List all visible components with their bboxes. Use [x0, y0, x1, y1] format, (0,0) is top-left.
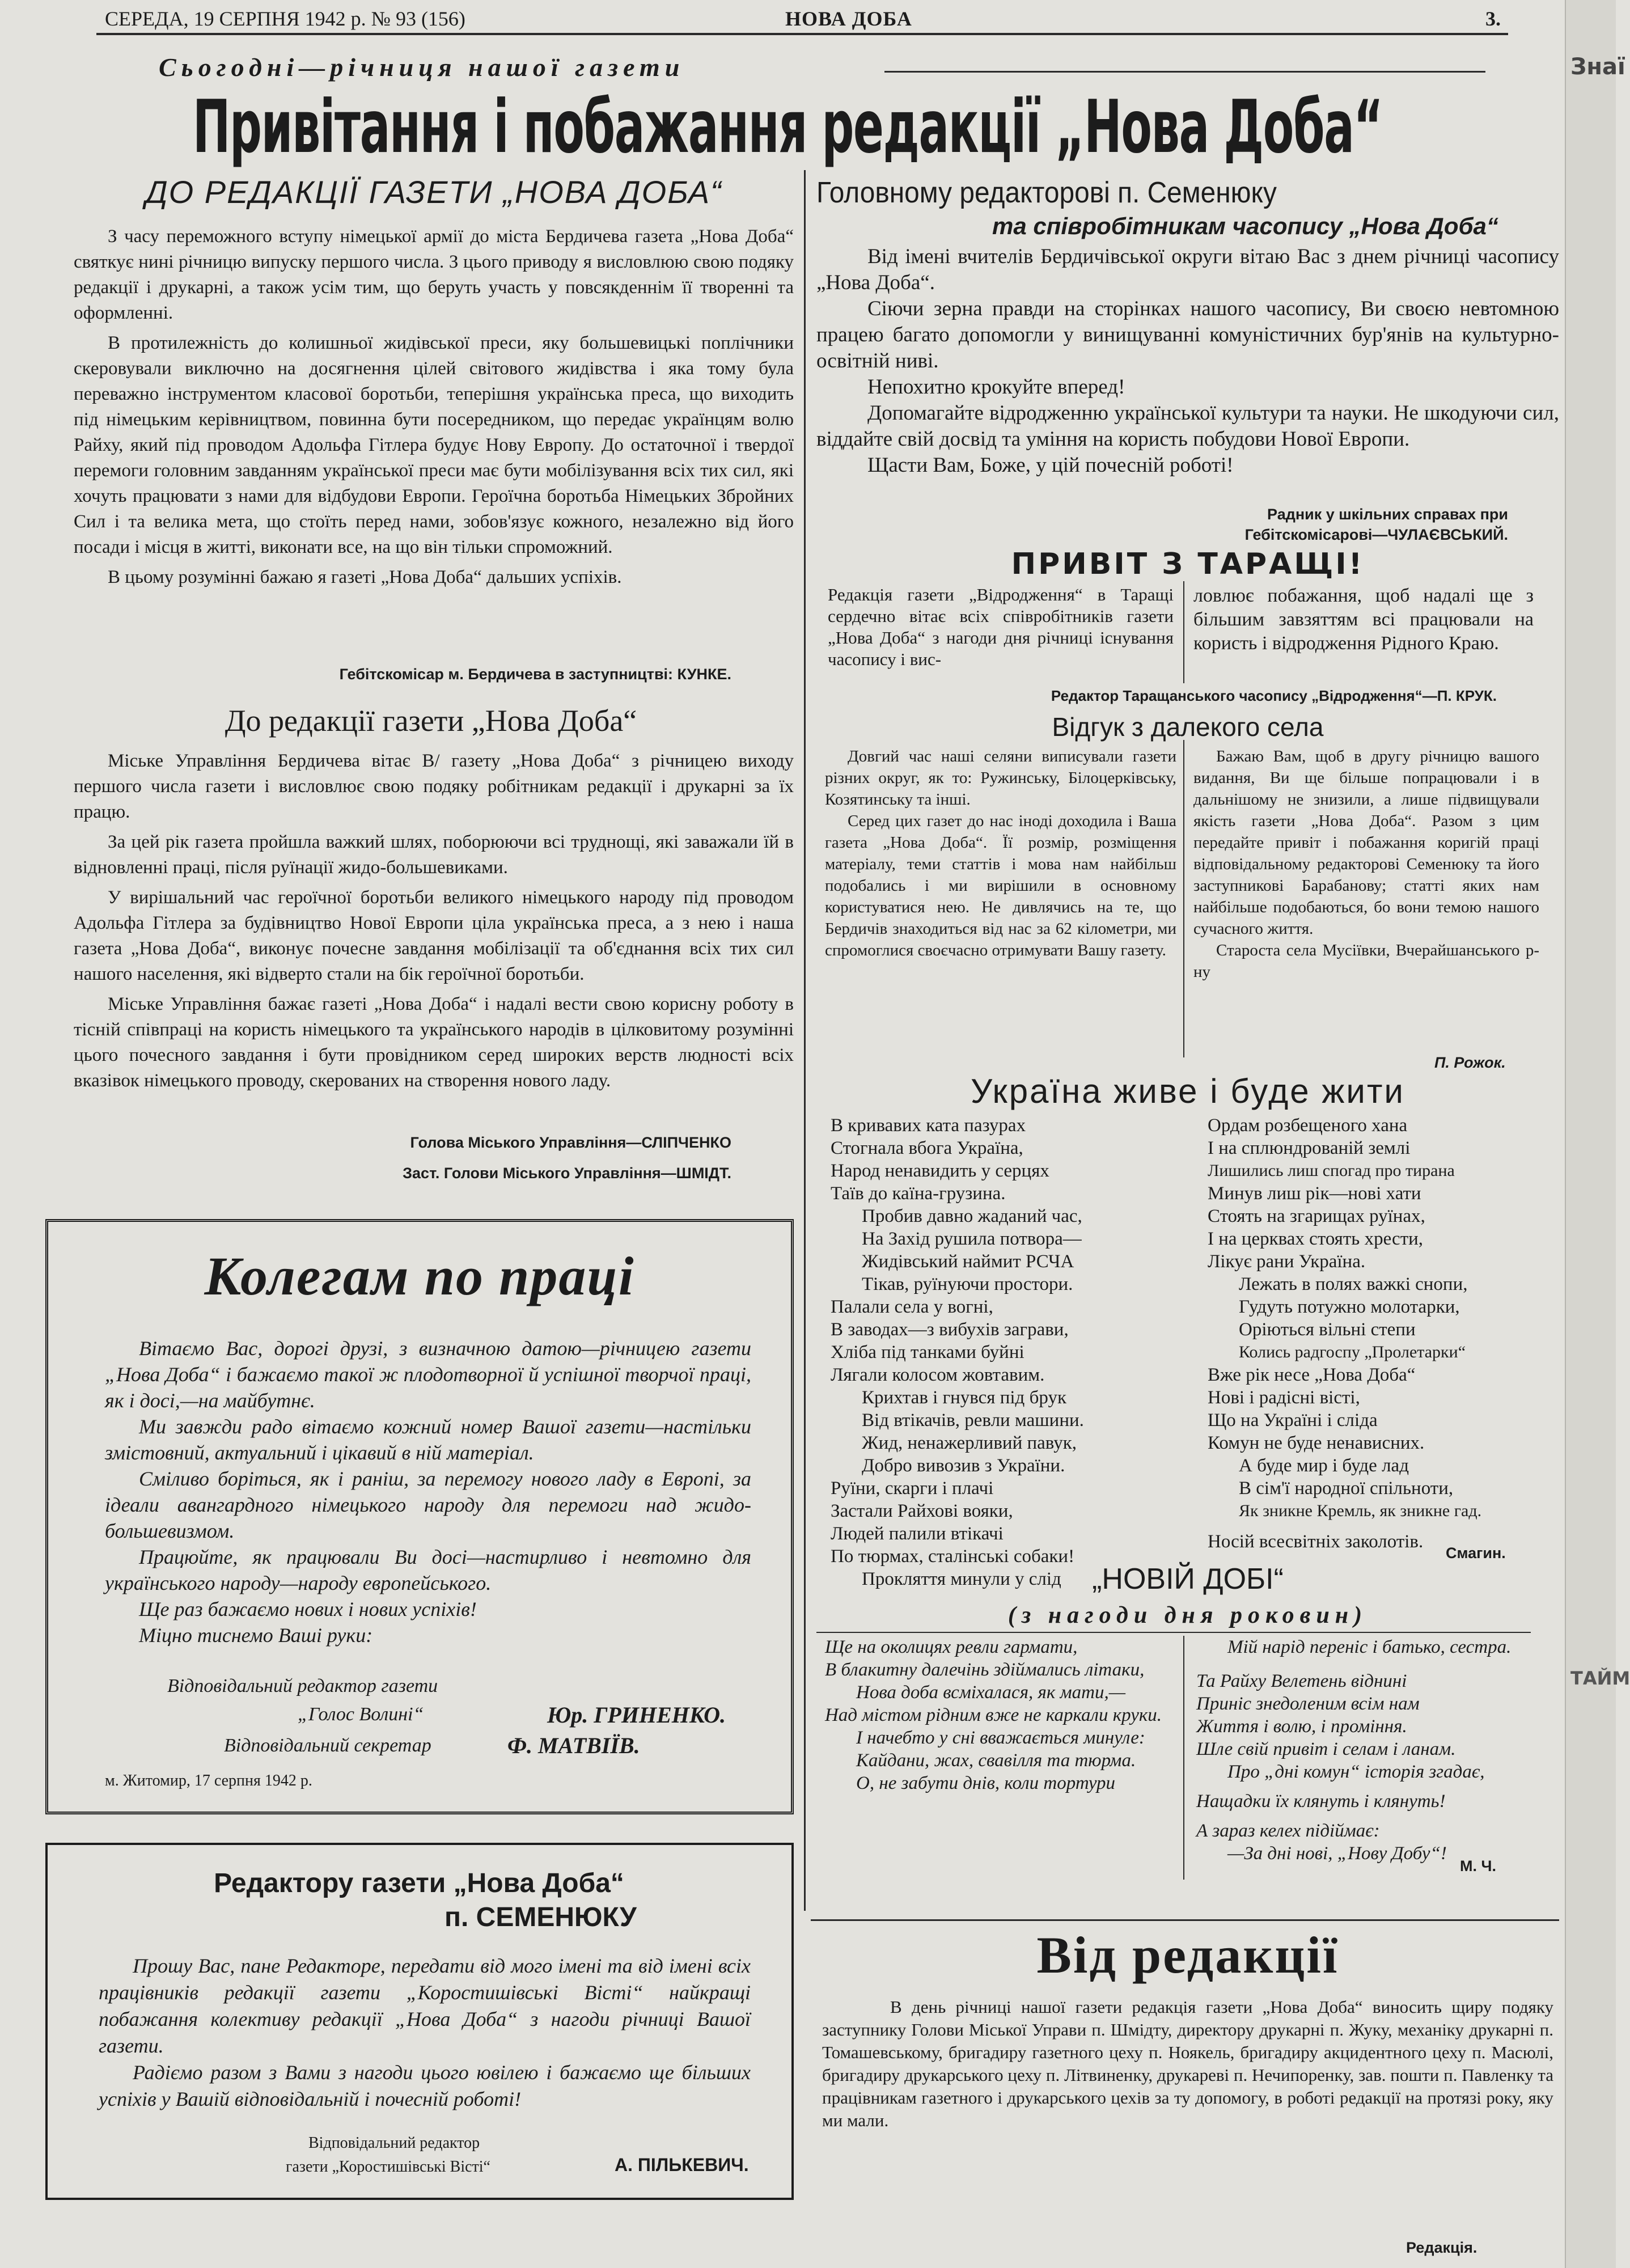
from-editors-rule: [811, 1919, 1559, 1921]
poem-line: Вже рік несе „Нова Доба“: [1208, 1365, 1416, 1385]
poem-line: Лишились лиш спогад про тирана: [1208, 1161, 1455, 1180]
poem-line: Комун не буде ненависних.: [1208, 1433, 1425, 1453]
poem-line: Мій нарід переніс і батько, сестра.: [1227, 1637, 1512, 1657]
ukraine-poem-right: [1208, 1114, 1548, 1553]
colleagues-editor-role: Відповідальний редактор газети: [167, 1675, 438, 1696]
poem-line: Та Райху Велетень віднині: [1196, 1671, 1407, 1691]
colleagues-place-date: м. Житомир, 17 серпня 1942 р.: [105, 1772, 312, 1789]
poem-line: Як зникне Кремль, як зникне гад.: [1239, 1501, 1482, 1520]
paragraph: Прошу Вас, пане Редакторе, передати від мого імені та від імені всіх працівників редакції газети „Коростишівські Вісті“ найкращі побажання колективу редакції „Нова Доба“ з нагоди річниці Вашої газети.: [99, 1954, 751, 2057]
new-dawn-right: [1196, 1636, 1548, 1865]
village-title: Відгук з далекого села: [1052, 712, 1324, 742]
colleagues-secretary-role: Відповідальний секретар: [224, 1735, 431, 1756]
colleagues-box: [45, 1219, 794, 1814]
teachers-body: [816, 244, 1559, 479]
paragraph: Бажаю Вам, щоб в другу річницю вашого видання, Ви ще більше попрацювали і в дальнішому не знизили, а лише підвищували якість газети „Нова Доба“. Разом з цим передайте привіт і побажання коригій праці відповідальному редакторові Семенюку та його заступникові Барабанову; статті яких нам найбільше подобаються, бо вони темою нашого сучасного життя.: [1193, 747, 1539, 938]
running-header: [0, 0, 1616, 35]
poem-line: —За дні нові, „Нову Добу“!: [1227, 1843, 1447, 1864]
korostyshiv-title-1: Редактору газети „Нова Доба“: [214, 1868, 624, 1898]
poem-line: І на церквах стоять хрести,: [1208, 1229, 1424, 1249]
page-number: 3.: [1485, 7, 1501, 30]
poem-line: Стогнала вбога Україна,: [831, 1138, 1023, 1158]
poem-line: Гудуть потужно молотарки,: [1239, 1297, 1460, 1317]
paper-name: НОВА ДОБА: [785, 7, 912, 30]
new-dawn-subtitle: (з нагоди дня роковин): [1007, 1602, 1368, 1628]
paragraph: Ще раз бажаємо нових і нових успіхів!: [139, 1598, 477, 1620]
header-rule: [96, 33, 1508, 35]
poem-line: Пробив давно жаданий час,: [862, 1206, 1082, 1226]
ukraine-poem-signature: Смагин.: [1446, 1545, 1506, 1562]
adjacent-page-fragment: [1565, 0, 1630, 2268]
poem-line: Добро вивозив з України.: [862, 1455, 1065, 1476]
poem-line: Людей палили втікачі: [831, 1524, 1004, 1544]
teachers-signature-2: Гебітскомісарові—ЧУЛАЄВСЬКИЙ.: [1244, 526, 1508, 543]
colleagues-secretary-name: Ф. МАТВІЇВ.: [507, 1733, 640, 1758]
poem-line: Нова доба всміхалася, як мати,—: [856, 1682, 1126, 1703]
left-article-1-body: [74, 224, 794, 590]
korostyshiv-sig-role: Відповідальний редактор: [308, 2134, 480, 2152]
paragraph: Міське Управління Бердичева вітає В/ газету „Нова Доба“ з річницею виходу першого числа газети і висловлює свою подяку робітникам редакції і друкарні за їх працю.: [74, 751, 794, 822]
poem-line: Нові і радісні вісті,: [1208, 1387, 1360, 1408]
colleagues-editor-paper: „Голос Волині“: [298, 1704, 424, 1725]
poem-line: Прокляття минули у слід: [862, 1569, 1061, 1589]
village-left: [825, 746, 1176, 961]
paragraph: Міцно тиснемо Ваші руки:: [139, 1624, 373, 1647]
poem-line: Нащадки їх клянуть і клянуть!: [1196, 1791, 1446, 1812]
poem-line: О, не забути днів, коли тортури: [856, 1773, 1116, 1793]
poem-line: І на сплюндрованій землі: [1208, 1138, 1411, 1158]
village-divider: [1183, 740, 1184, 1057]
village-right: [1193, 746, 1539, 983]
paragraph: За цей рік газета пройшла важкий шлях, поборюючи всі труднощі, які заважали їй в відновленні праці, після руїнації жидо-большевиками.: [74, 832, 794, 878]
left-article-1-title: ДО РЕДАКЦІЇ ГАЗЕТИ „НОВА ДОБА“: [145, 174, 722, 210]
teachers-subtitle: та співробітникам часопису „Нова Доба“: [992, 213, 1498, 239]
left-article-2-signature-2: Заст. Голови Міського Управління—ШМІДТ.: [403, 1165, 731, 1182]
paragraph: Щасти Вам, Боже, у цій почесній роботі!: [867, 454, 1234, 477]
ukraine-poem-title: Україна живе і буде жити: [971, 1072, 1405, 1110]
poem-line: Минув лиш рік—нові хати: [1208, 1183, 1421, 1204]
poem-line: А буде мир і буде лад: [1239, 1455, 1409, 1476]
poem-line: Хліба під танками буйні: [831, 1342, 1024, 1363]
paragraph: Радіємо разом з Вами з нагоди цього ювілею і бажаємо ще більших успіхів у Вашій відповідальній і почесній роботі!: [99, 2061, 751, 2110]
paragraph: В цьому розумінні бажаю я газеті „Нова Доба“ дальших успіхів.: [108, 567, 622, 587]
paragraph: Староста села Мусіївки, Вчерайшанського р-ну: [1193, 941, 1539, 981]
left-article-2-title: До редакції газети „Нова Доба“: [225, 704, 637, 738]
poem-line: Лягали колосом жовтавим.: [831, 1365, 1045, 1385]
paragraph: З часу переможного вступу німецької армії до міста Бердичева газета „Нова Доба“ святкує нині річницю випуску першого числа. З цього приводу я висловлюю свою подяку редакції і друкарні, а також усім тим, що беруть участь у повсякденнім її творенні та оформленні.: [74, 226, 794, 323]
adjacent-label-2: ТАЙМ: [1570, 1668, 1630, 1689]
poem-line: Стоять на згарищах руїнах,: [1208, 1206, 1425, 1226]
poem-line: Про „дні комун“ історія згадає,: [1227, 1762, 1485, 1782]
poem-line: Колись радгоспу „Пролетарки“: [1239, 1343, 1466, 1361]
tarashcha-signature: Редактор Таращанського часопису „Відродження“—П. КРУК.: [1051, 687, 1497, 704]
from-editors-signature: Редакція.: [1406, 2239, 1477, 2256]
tarashcha-divider: [1183, 581, 1184, 683]
poem-line: Ордам розбещеного хана: [1208, 1115, 1408, 1136]
poem-line: Жидівський наймит РСЧА: [862, 1251, 1074, 1272]
new-dawn-divider: [1183, 1636, 1184, 1880]
paragraph: У вирішальний час героїчної боротьби великого німецького народу під проводом Адольфа Гітлера за будівництво Нової Европи ціла українська преса, а з нею і наша газета „Нова Доба“, виконує почесне завдання мобілізації та об'єднання всіх тих сил нашого населення, які відверто стали на бік героїчної боротьби.: [74, 887, 794, 984]
poem-line: Що на Україні і сліда: [1208, 1410, 1378, 1431]
korostyshiv-title-2: п. СЕМЕНЮКУ: [444, 1902, 637, 1932]
paragraph: Непохитно крокуйте вперед!: [867, 375, 1125, 399]
adjacent-label: Знаї: [1570, 54, 1625, 80]
poem-line: Крихтав і гнувся під брук: [862, 1387, 1066, 1408]
poem-line: Лікує рани Україна.: [1208, 1251, 1366, 1272]
poem-line: Шле свій привіт і селам і ланам.: [1196, 1739, 1456, 1759]
poem-line: В кривавих ката пазурах: [831, 1115, 1026, 1136]
banner-headline: Привітання і побажання редакції „Нова Доба“: [193, 85, 1383, 170]
poem-line: Життя і волю, і проміння.: [1196, 1716, 1407, 1737]
poem-line: Руїни, скарги і плачі: [831, 1478, 994, 1499]
poem-line: На Захід рушила потвора—: [862, 1229, 1082, 1249]
poem-line: В блакитну далечінь здіймались літаки,: [825, 1660, 1145, 1680]
tarashcha-title: ПРИВІТ З ТАРАЩІ!: [1011, 547, 1365, 581]
paragraph: Довгий час наші селяни виписували газети різних округ, як то: Ружинську, Білоцерківську, Козятинську та інші.: [825, 747, 1176, 809]
column-divider: [804, 170, 806, 1911]
village-signature: П. Рожок.: [1434, 1054, 1506, 1071]
ukraine-poem-left: [831, 1114, 1193, 1590]
poem-line: І начебто у сні вважається минуле:: [856, 1728, 1145, 1748]
paragraph: Сміливо боріться, як і раніш, за перемогу нового ладу в Европі, за ідеали авангардного німецького народу для перемоги над жидо-большевизмом.: [105, 1467, 751, 1542]
poem-line: По тюрмах, сталінські собаки!: [831, 1546, 1075, 1567]
from-editors-text: В день річниці нашої газети редакція газети „Нова Доба“ виносить щиру подяку заступнику Голови Міської Управи п. Шмідту, директору друкарні п. Жуку, механіку друкарні п. Томашевському, бригадиру газетного цеху п. Ноякель, бригадиру акцидентного цеху п. Масюлі, бригадиру друкарського цеху п. Літвиненку, друкареві п. Нечипоренку, зав. пошти п. Павленку та працівникам газетного і друкарського цехів за ту допомогу, в роботі редакції на протязі року, яку ми мали.: [822, 1997, 1553, 2130]
new-dawn-title: „НОВІЙ ДОБІ“: [1092, 1563, 1284, 1596]
korostyshiv-body: [99, 1953, 751, 2113]
poem-line: Палали села у вогні,: [831, 1297, 993, 1317]
poem-line: В сім'ї народної спільноти,: [1239, 1478, 1454, 1499]
poem-line: Носій всесвітніх заколотів.: [1208, 1531, 1424, 1552]
new-dawn-rule: [816, 1632, 1531, 1633]
poem-line: Застали Райхові вояки,: [831, 1501, 1013, 1521]
paragraph: Ми завжди радо вітаємо кожний номер Вашої газети—настільки змістовний, актуальний і цікавий в ній матеріал.: [105, 1415, 751, 1464]
paragraph: Серед цих газет до нас іноді доходила і Ваша газета „Нова Доба“. Її розмір, розміщення матеріалу, теми статтів і мова нам найбільш подобались і ми вирішили в основному користуватися нею. Не дивлячись на те, що Бердичів знаходиться від нас за 62 кілометри, ми спромоглися своєчасно отримувати Вашу газету.: [825, 812, 1176, 959]
new-dawn-left: [825, 1636, 1176, 1795]
paragraph: Від імені вчителів Бердичівської округи вітаю Вас з днем річниці часопису „Нова Доба“.: [816, 245, 1559, 294]
tarashcha-left-text: Редакція газети „Відродження“ в Таращі сердечно вітає всіх співробітників газети „Нова Доба“ з нагоди дня річниці існування часопису і вис-: [828, 585, 1174, 669]
poem-line: Лежать в полях важкі снопи,: [1239, 1274, 1468, 1294]
poem-line: Народ ненавидить у серцях: [831, 1161, 1049, 1181]
left-article-2-signature-1: Голова Міського Управління—СЛІПЧЕНКО: [410, 1134, 731, 1151]
left-article-1-signature: Гебітскомісар м. Бердичева в заступництві: КУНКЕ.: [339, 666, 731, 683]
poem-line: Жид, ненажерливий павук,: [862, 1433, 1077, 1453]
anniversary-kicker: Сьогодні—річниця нашої газети: [159, 53, 685, 82]
korostyshiv-sig-paper: газети „Коростишівські Вісті“: [286, 2158, 490, 2176]
poem-line: Ще на околицях ревли гармати,: [825, 1637, 1078, 1657]
korostyshiv-sig-name: А. ПІЛЬКЕВИЧ.: [615, 2155, 749, 2175]
teachers-title: Головному редакторові п. Семенюку: [816, 176, 1277, 209]
colleagues-body: [105, 1335, 751, 1648]
from-editors-title: Від редакції: [1036, 1926, 1339, 1984]
colleagues-title: Колегам по праці: [204, 1246, 635, 1306]
paragraph: Допомагайте відродженню української культури та науки. Не шкодуючи сил, віддайте свій досвід та уміння на користь побудови Нової Европи.: [816, 401, 1559, 451]
poem-line: Таїв до каїна-грузина.: [831, 1183, 1006, 1204]
poem-line: Приніс знедоленим всім нам: [1196, 1694, 1420, 1714]
poem-line: В заводах—з вибухів заграви,: [831, 1319, 1069, 1340]
paragraph: В протилежність до колишньої жидівської преси, яку большевицькі поплічники скеровували виключно на досягнення цілей світового жидівства і яка тому була переважно інструментом класової боротьби, теперішня українська преса, що виходить під німецьким керівництвом, повинна бути посередником, що передає українцям волю Райху, який під проводом Адольфа Гітлера будує Нову Европу. До остаточної і твердої перемоги головним завданням української преси має бути мобілізування всіх тих сил, які хочуть працювати з нами для відбудови Европи. Героїчна боротьба Німецьких Збройних Сил і та велика мета, що стоїть перед нами, зобов'язує кожного, незалежно від його посади і місця в житті, виконати все, на що він тільки спроможний.: [74, 333, 794, 557]
poem-line: А зараз келех підіймає:: [1196, 1821, 1380, 1841]
tarashcha-right-text: ловлює побажання, щоб надалі ще з більшим завзяттям всі працювали на користь і відродження Рідного Краю.: [1193, 585, 1534, 654]
poem-line: Оріються вільні степи: [1239, 1319, 1416, 1340]
poem-line: Від втікачів, ревли машини.: [862, 1410, 1084, 1431]
paragraph: Вітаємо Вас, дорогі друзі, з визначною датою—річницею газети „Нова Доба“ і бажаємо такої ж плодотворної й успішної творчої праці, як і досі,—на майбутнє.: [105, 1337, 751, 1412]
korostyshiv-box: [45, 1843, 794, 2200]
poem-line: Тікав, руїнуючи простори.: [862, 1274, 1073, 1294]
paragraph: Працюйте, як працювали Ви досі—настирливо і невтомно для українського народу—народу европейського.: [105, 1546, 751, 1594]
kicker-rule: [884, 71, 1485, 73]
paragraph: Міське Управління бажає газеті „Нова Доба“ і надалі вести свою корисну роботу в тісній співпраці на користь німецького та українського народів в цілковитому розумінні цього почесного завдання і бути провідником серед широких верств людності всіх вказівок німецького проводу, скерованих на створення нового ладу.: [74, 994, 794, 1091]
new-dawn-signature: М. Ч.: [1460, 1857, 1496, 1875]
poem-line: Кайдани, жах, свавілля та тюрма.: [856, 1750, 1136, 1771]
paragraph: Сіючи зерна правди на сторінках нашого часопису, Ви своєю невтомною працею багато допомогли у винищуванні комуністичних бур'янів на культурно-освітній ниві.: [816, 297, 1559, 373]
colleagues-editor-name: Юр. ГРИНЕНКО.: [547, 1702, 726, 1728]
poem-line: Над містом рідним вже не каркали круки.: [825, 1705, 1162, 1725]
left-article-2-body: [74, 748, 794, 1094]
issue-date: СЕРЕДА, 19 СЕРПНЯ 1942 р. № 93 (156): [105, 7, 465, 30]
teachers-signature-1: Радник у шкільних справах при: [1267, 506, 1508, 523]
